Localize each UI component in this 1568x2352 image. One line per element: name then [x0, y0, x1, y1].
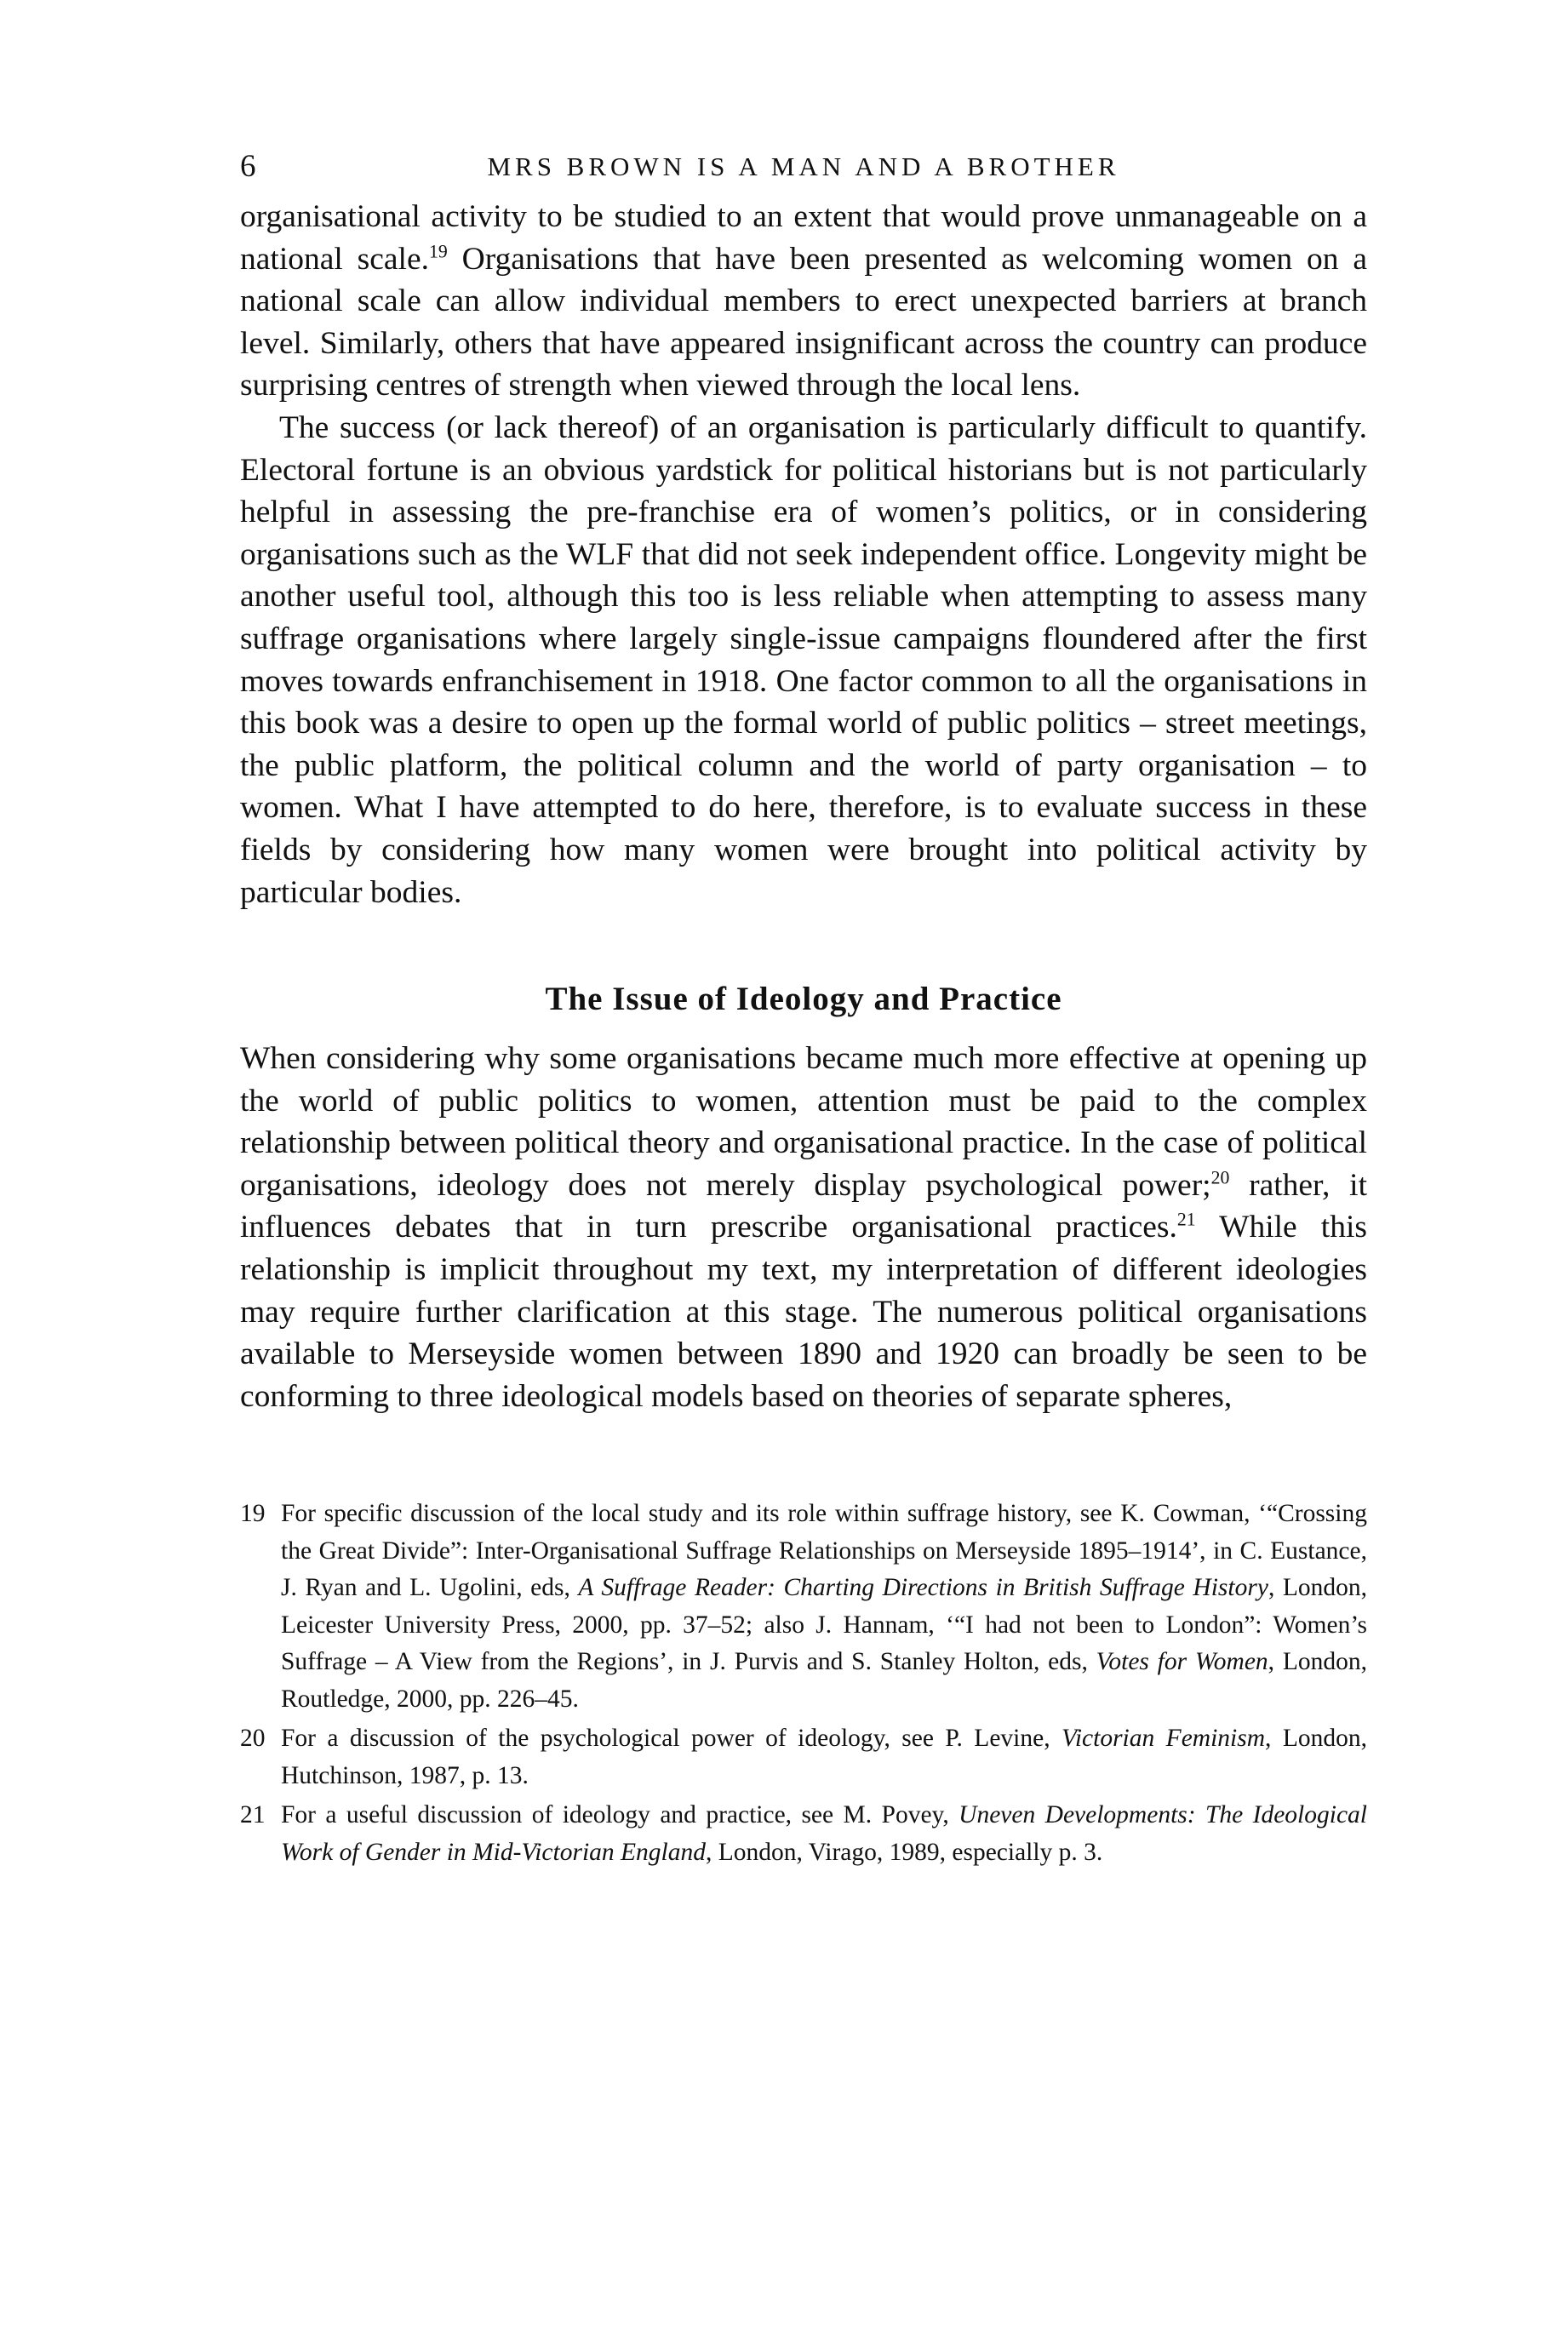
book-title: Victorian Feminism — [1062, 1725, 1266, 1753]
paragraph-text: While this relationship is implicit throughout my text, my interpretation of different ideologies may require further clarification at this stage. The numerous political organisations available to Merseyside women between 1890 and 1920 can broadly be seen to be conforming to three ideological models based on theories of separate spheres, — [240, 1210, 1367, 1414]
paragraph-text: When considering why some organisations became much more effective at opening up the world of public politics to women, attention must be paid to the complex relationship between political theory and organisational practice. In the case of political organisations, ideology does not merely display psychological power; — [240, 1041, 1367, 1203]
main-text — [240, 196, 1367, 1417]
footnote-ref-20[interactable]: 20 — [1210, 1167, 1230, 1188]
book-title: Uneven Developments: The Ideological Work of Gender in Mid-Victorian England — [281, 1801, 1367, 1866]
page-number: 6 — [240, 149, 256, 184]
paragraph — [240, 1038, 1367, 1417]
paragraph-text: organisational activity to be studied to an extent that would prove unmanageable on a national scale. — [240, 199, 1367, 277]
paragraph: The success (or lack thereof) of an organisation is particularly difficult to quantify. Electoral fortune is an obvious yardstick for political historians but is not particularly helpful in assessing the pre-franchise era of women’s politics, or in considering organisations such as the WLF that did not seek independent office. Longevity might be another useful tool, although this too is less reliable when attempting to assess many suffrage organisations where largely single-issue campaigns floundered after the first moves towards enfranchisement in 1918. One factor common to all the organisations in this book was a desire to open up the formal world of public politics – street meetings, the public platform, the political column and the world of party organisation – to women. What I have attempted to do here, therefore, is to evaluate success in these fields by considering how many women were brought into political activity by particular bodies. — [240, 409, 1367, 910]
footnote-21 — [240, 1797, 1367, 1871]
footnote-ref-21[interactable]: 21 — [1176, 1209, 1196, 1230]
footnote-text: For specific discussion of the local study and its role within suffrage history, see K. Cowman, ‘“Crossing the Great Divide”: Inter-Organisational Suffrage Relationships on Merseyside 1895–1914’, in C. Eustance, J. Ryan and L. Ugolini, eds, A Suffrage Reader: Charting Directions in British Suffrage History, London, Leicester University Press, 2000, pp. 37–52; also J. Hannam, ‘“I had not been to London”: Women’s Suffrage – A View from the Regions’, in J. Purvis and S. Stanley Holton, eds, Votes for Women, London, Routledge, 2000, pp. 226–45. — [281, 1500, 1367, 1713]
footnote-number: 20 — [240, 1725, 266, 1753]
footnote-ref-19[interactable]: 19 — [429, 241, 448, 262]
running-head — [240, 145, 1367, 189]
footnote-text: For a discussion of the psychological power of ideology, see P. Levine, Victorian Feminism, London, Hutchinson, 1987, p. 13. — [281, 1725, 1367, 1789]
book-title: Votes for Women — [1096, 1648, 1268, 1676]
footnotes — [240, 1496, 1367, 1871]
footnote-number: 19 — [240, 1500, 266, 1528]
paragraph-text: Organisations that have been presented as welcoming women on a national scale can allow individual members to erect unexpected barriers at branch level. Similarly, others that have appeared insignificant across the country can produce surprising centres of strength when viewed through the local lens. — [240, 241, 1367, 403]
book-page — [240, 145, 1367, 1874]
footnote-number: 21 — [240, 1801, 266, 1829]
footnote-20 — [240, 1720, 1367, 1794]
section-heading: The Issue of Ideology and Practice — [545, 981, 1062, 1018]
footnote-19 — [240, 1496, 1367, 1718]
paragraph — [240, 196, 1367, 407]
running-title: MRS BROWN IS A MAN AND A BROTHER — [487, 152, 1120, 181]
paragraph-text: rather, it influences debates that in turn prescribe organisational practices. — [240, 1167, 1367, 1245]
footnote-text: For a useful discussion of ideology and practice, see M. Povey, Uneven Developments: The Ideological Work of Gender in Mid-Victorian England, London, Virago, 1989, especially p. 3. — [281, 1801, 1367, 1866]
book-title: A Suffrage Reader: Charting Directions in British Suffrage History — [578, 1574, 1268, 1602]
